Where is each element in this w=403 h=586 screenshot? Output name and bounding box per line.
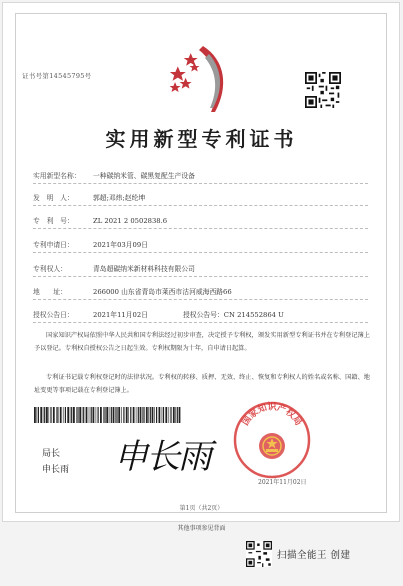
field-inventors <box>33 192 145 202</box>
seal-text: 国家知识产权局 <box>240 402 304 428</box>
divider <box>33 299 368 300</box>
watermark-qr-icon <box>246 541 272 567</box>
field-grant-number <box>183 309 284 319</box>
field-grant-date <box>33 309 148 319</box>
footer-note: 其他事项参见背面 <box>177 525 226 532</box>
field-label: 授权公告日： <box>33 311 74 319</box>
field-label: 发 明 人： <box>33 194 74 202</box>
registration-statement: 专利证书记载专利权登记时的法律状况。专利权的转移、质押、无效、终止、恢复和专利权人的姓名或名称、国籍、地址变更等事项记载在专利登记簿上。 <box>34 374 370 394</box>
signature-text: 申长雨 <box>114 437 210 477</box>
national-emblem-icon <box>259 433 285 459</box>
field-patent-number <box>33 215 167 225</box>
patent-office-emblem-icon <box>163 42 233 114</box>
field-utility-model-name <box>33 170 195 180</box>
divider <box>33 252 368 253</box>
page-number: 第1页（共2页） <box>179 505 224 512</box>
seal-date: 2021年11月02日 <box>258 479 307 486</box>
field-value: 2021年11月02日 <box>93 311 148 319</box>
field-address <box>33 286 232 296</box>
director-signature <box>110 428 220 478</box>
field-label: 专 利 号： <box>33 217 74 225</box>
bureau-director-name: 申长雨 <box>42 465 70 475</box>
divider <box>33 183 368 184</box>
field-value: CN 214552864 U <box>223 311 284 319</box>
svg-text:国家知识产权局 <box>239 401 304 428</box>
certificate-title: 实用新型专利证书 <box>105 127 298 151</box>
field-value: 2021年03月09日 <box>93 241 148 249</box>
bureau-director-title: 局长 <box>42 449 61 459</box>
divider <box>33 228 368 229</box>
field-application-date <box>33 239 148 249</box>
barcode-icon <box>34 407 182 423</box>
divider <box>33 205 368 206</box>
watermark-text: 扫描全能王 创建 <box>277 550 351 561</box>
field-label: 授权公告号： <box>183 311 224 319</box>
field-value: 青岛超碳纳米新材料科技有限公司 <box>93 265 195 273</box>
field-label: 专利权人： <box>33 265 67 273</box>
qr-code-icon <box>305 72 341 108</box>
field-label: 地 址： <box>33 288 67 296</box>
field-value: 郭超;邓炜;赵纶坤 <box>93 194 146 202</box>
divider <box>33 276 368 277</box>
field-patentee <box>33 263 195 273</box>
grant-statement: 国家知识产权局依照中华人民共和国专利法经过初步审查，决定授予专利权，颁发实用新型专利证书并在专利登记簿上予以登记。专利权自授权公告之日起生效。专利权期限为十年，自申请日起算。 <box>34 332 370 352</box>
field-value: ZL 2021 2 0502838.6 <box>93 217 168 225</box>
field-label: 专利申请日： <box>33 241 74 249</box>
field-label: 实用新型名称： <box>33 172 81 180</box>
field-value: 266000 山东省青岛市莱西市沽河威海西路66 <box>93 288 232 296</box>
divider <box>33 322 368 323</box>
certificate-number: 证书号第14545795号 <box>22 72 92 80</box>
field-value: 一种碳纳米管、碳黑复配生产设备 <box>93 172 195 180</box>
official-seal <box>232 400 312 480</box>
